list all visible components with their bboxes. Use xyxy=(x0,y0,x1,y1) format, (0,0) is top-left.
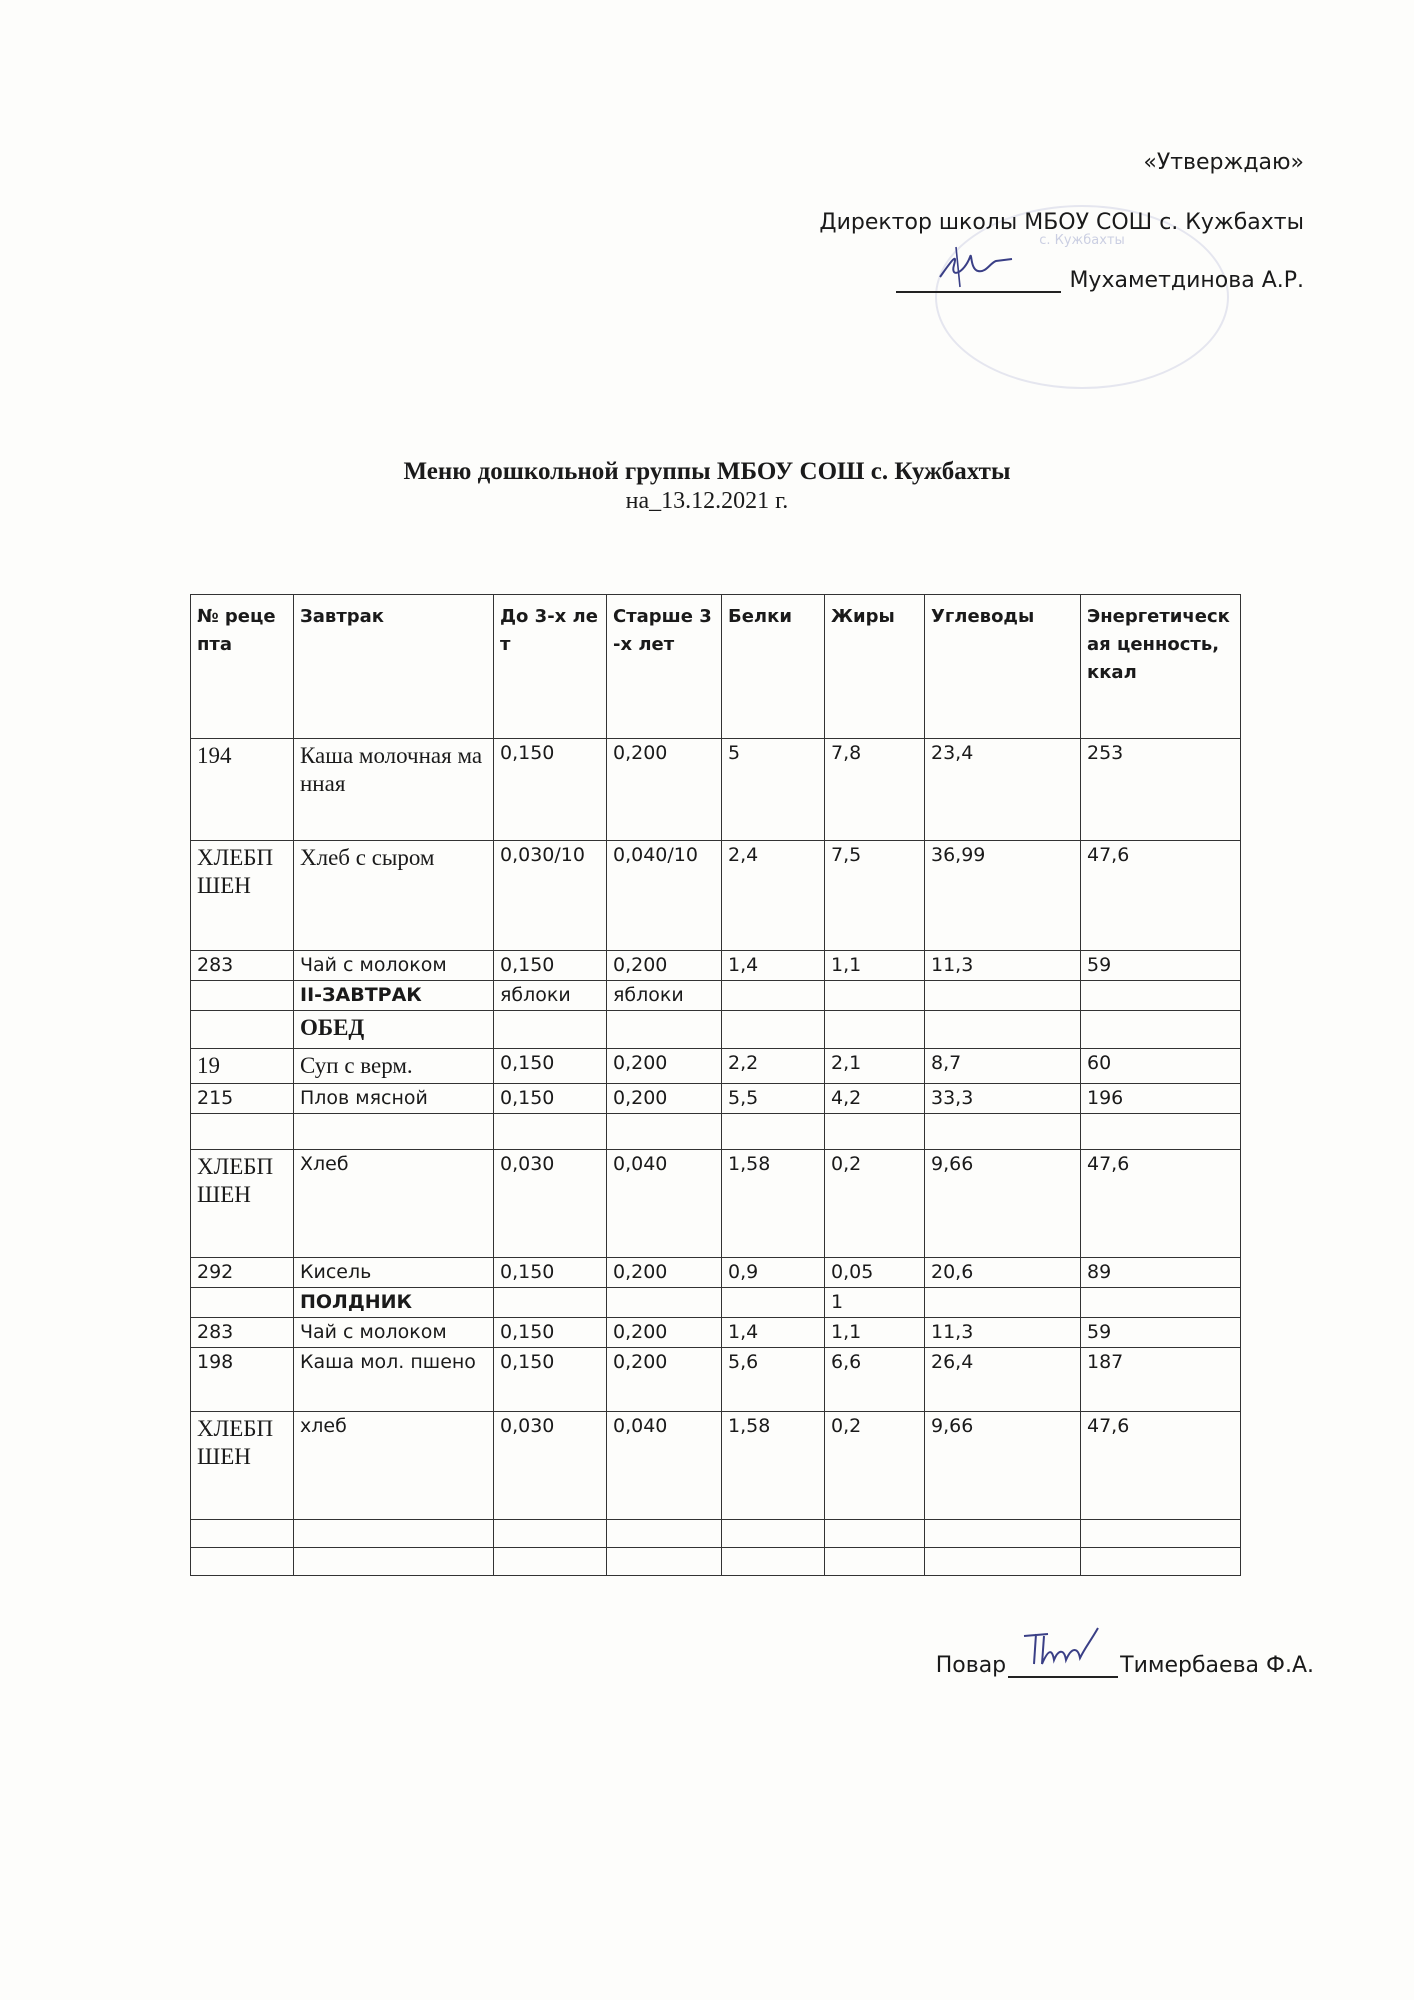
cell-recipe xyxy=(191,1114,294,1150)
table-row xyxy=(191,739,1241,841)
cell-under3: яблоки xyxy=(494,981,607,1011)
cell-protein: 2,2 xyxy=(722,1049,825,1084)
cell-over3: 0,040 xyxy=(607,1412,722,1520)
cell-carbs: 23,4 xyxy=(925,739,1081,841)
cell-energy: 253 xyxy=(1081,739,1241,841)
cell-dish: Чай с молоком xyxy=(294,951,494,981)
cell-over3: 0,200 xyxy=(607,1348,722,1412)
cell-over3: 0,040 xyxy=(607,1150,722,1258)
cell-under3 xyxy=(494,1548,607,1576)
cell-carbs: 33,3 xyxy=(925,1084,1081,1114)
approval-title: «Утверждаю» xyxy=(1143,150,1304,175)
cell-recipe xyxy=(191,1288,294,1318)
cell-over3: 0,040/10 xyxy=(607,841,722,951)
table-row xyxy=(191,1520,1241,1548)
cell-dish xyxy=(294,1114,494,1150)
cook-signature-line xyxy=(936,1653,1314,1678)
cell-protein xyxy=(722,1548,825,1576)
cell-recipe: ХЛЕБПШЕН xyxy=(191,841,294,951)
cell-dish: Хлеб xyxy=(294,1150,494,1258)
cell-fat xyxy=(825,1520,925,1548)
cell-carbs: 9,66 xyxy=(925,1412,1081,1520)
cell-energy: 59 xyxy=(1081,951,1241,981)
cell-fat: 1 xyxy=(825,1288,925,1318)
cell-recipe xyxy=(191,1520,294,1548)
approval-position: Директор школы МБОУ СОШ с. Кужбахты xyxy=(819,210,1304,235)
director-signature-field xyxy=(896,269,1061,293)
cell-recipe: 283 xyxy=(191,1318,294,1348)
table-row xyxy=(191,951,1241,981)
cell-energy xyxy=(1081,981,1241,1011)
cell-energy: 47,6 xyxy=(1081,1150,1241,1258)
cell-protein: 5,5 xyxy=(722,1084,825,1114)
section-second-breakfast: II-ЗАВТРАК xyxy=(294,981,494,1011)
cook-label: Повар xyxy=(935,1653,1007,1678)
cell-recipe xyxy=(191,981,294,1011)
cell-over3: 0,200 xyxy=(607,1258,722,1288)
cell-dish: Чай с молоком xyxy=(294,1318,494,1348)
cell-dish: Кисель xyxy=(294,1258,494,1288)
cell-under3: 0,150 xyxy=(494,1348,607,1412)
section-afternoon-snack: ПОЛДНИК xyxy=(294,1288,494,1318)
cell-fat: 2,1 xyxy=(825,1049,925,1084)
cell-carbs xyxy=(925,1011,1081,1049)
cell-energy: 187 xyxy=(1081,1348,1241,1412)
document-title-block xyxy=(0,458,1414,515)
cell-protein: 5 xyxy=(722,739,825,841)
header-fat: Жиры xyxy=(825,595,925,739)
cell-recipe: 292 xyxy=(191,1258,294,1288)
cell-protein: 1,4 xyxy=(722,951,825,981)
cell-protein: 1,58 xyxy=(722,1150,825,1258)
cell-under3: 0,150 xyxy=(494,951,607,981)
cell-recipe: 215 xyxy=(191,1084,294,1114)
director-name: Мухаметдинова А.Р. xyxy=(1069,268,1304,293)
table-row xyxy=(191,1288,1241,1318)
cell-under3: 0,150 xyxy=(494,739,607,841)
cell-dish: Каша мол. пшено xyxy=(294,1348,494,1412)
cell-fat: 1,1 xyxy=(825,951,925,981)
cell-carbs xyxy=(925,1520,1081,1548)
cell-fat xyxy=(825,981,925,1011)
cell-fat: 7,8 xyxy=(825,739,925,841)
cell-carbs xyxy=(925,1548,1081,1576)
approval-signature-line xyxy=(896,268,1304,293)
header-under3: До 3-х лет xyxy=(494,595,607,739)
header-protein: Белки xyxy=(722,595,825,739)
cell-fat: 6,6 xyxy=(825,1348,925,1412)
cell-fat: 7,5 xyxy=(825,841,925,951)
table-row xyxy=(191,841,1241,951)
cell-recipe: 283 xyxy=(191,951,294,981)
cell-protein: 0,9 xyxy=(722,1258,825,1288)
header-energy: Энергетическая ценность, ккал xyxy=(1081,595,1241,739)
cell-carbs: 9,66 xyxy=(925,1150,1081,1258)
cell-carbs xyxy=(925,981,1081,1011)
cell-under3 xyxy=(494,1520,607,1548)
cell-fat: 0,2 xyxy=(825,1412,925,1520)
stamp-text: с. Кужбахты xyxy=(1039,233,1125,248)
cell-under3: 0,150 xyxy=(494,1049,607,1084)
cell-over3 xyxy=(607,1548,722,1576)
cell-over3 xyxy=(607,1114,722,1150)
table-row xyxy=(191,1412,1241,1520)
cell-energy: 60 xyxy=(1081,1049,1241,1084)
cell-under3 xyxy=(494,1011,607,1049)
cell-recipe: ХЛЕБПШЕН xyxy=(191,1412,294,1520)
header-recipe: № рецепта xyxy=(191,595,294,739)
cell-under3: 0,150 xyxy=(494,1258,607,1288)
document-title: Меню дошкольной группы МБОУ СОШ с. Кужбахты xyxy=(403,458,1011,485)
cell-under3: 0,030 xyxy=(494,1412,607,1520)
cell-fat: 1,1 xyxy=(825,1318,925,1348)
table-row xyxy=(191,981,1241,1011)
cell-protein xyxy=(722,981,825,1011)
cell-carbs xyxy=(925,1114,1081,1150)
table-row xyxy=(191,1011,1241,1049)
cell-protein: 1,4 xyxy=(722,1318,825,1348)
cell-carbs: 20,6 xyxy=(925,1258,1081,1288)
cell-fat xyxy=(825,1011,925,1049)
header-meal: Завтрак xyxy=(294,595,494,739)
cell-energy xyxy=(1081,1011,1241,1049)
cell-dish: Плов мясной xyxy=(294,1084,494,1114)
cell-recipe: 194 xyxy=(191,739,294,841)
cell-energy xyxy=(1081,1520,1241,1548)
section-lunch: ОБЕД xyxy=(294,1011,494,1049)
cell-under3: 0,030 xyxy=(494,1150,607,1258)
cell-under3 xyxy=(494,1114,607,1150)
cell-protein xyxy=(722,1288,825,1318)
cell-protein xyxy=(722,1520,825,1548)
cook-name: Тимербаева Ф.А. xyxy=(1120,1653,1314,1678)
cell-protein xyxy=(722,1011,825,1049)
cell-energy xyxy=(1081,1548,1241,1576)
table-row xyxy=(191,1150,1241,1258)
header-over3: Старше 3-х лет xyxy=(607,595,722,739)
cell-over3: 0,200 xyxy=(607,1084,722,1114)
cell-dish: хлеб xyxy=(294,1412,494,1520)
cell-carbs: 26,4 xyxy=(925,1348,1081,1412)
cell-over3: 0,200 xyxy=(607,1049,722,1084)
cell-protein: 1,58 xyxy=(722,1412,825,1520)
cell-protein: 2,4 xyxy=(722,841,825,951)
cell-under3: 0,150 xyxy=(494,1084,607,1114)
director-signature-icon xyxy=(936,243,1016,289)
cook-signature-field xyxy=(1008,1654,1118,1678)
cell-over3 xyxy=(607,1288,722,1318)
cell-fat: 4,2 xyxy=(825,1084,925,1114)
cell-fat xyxy=(825,1114,925,1150)
table-row xyxy=(191,1049,1241,1084)
cell-under3: 0,030/10 xyxy=(494,841,607,951)
table-row xyxy=(191,1114,1241,1150)
table-row xyxy=(191,1084,1241,1114)
table-row xyxy=(191,1318,1241,1348)
cell-over3: яблоки xyxy=(607,981,722,1011)
cell-over3 xyxy=(607,1520,722,1548)
cell-energy xyxy=(1081,1288,1241,1318)
cell-dish: Хлеб с сыром xyxy=(294,841,494,951)
document-date: на_13.12.2021 г. xyxy=(625,488,789,514)
header-carbs: Углеводы xyxy=(925,595,1081,739)
cell-recipe: 19 xyxy=(191,1049,294,1084)
cell-energy: 89 xyxy=(1081,1258,1241,1288)
cell-dish xyxy=(294,1520,494,1548)
cell-carbs: 36,99 xyxy=(925,841,1081,951)
cell-recipe: 198 xyxy=(191,1348,294,1412)
cell-carbs: 11,3 xyxy=(925,951,1081,981)
cell-under3 xyxy=(494,1288,607,1318)
cell-protein: 5,6 xyxy=(722,1348,825,1412)
cell-protein xyxy=(722,1114,825,1150)
cell-carbs xyxy=(925,1288,1081,1318)
cell-energy: 47,6 xyxy=(1081,1412,1241,1520)
cell-dish: Каша молочная манная xyxy=(294,739,494,841)
cell-recipe xyxy=(191,1011,294,1049)
cell-carbs: 11,3 xyxy=(925,1318,1081,1348)
cell-fat xyxy=(825,1548,925,1576)
cell-carbs: 8,7 xyxy=(925,1049,1081,1084)
cell-recipe xyxy=(191,1548,294,1576)
cell-fat: 0,05 xyxy=(825,1258,925,1288)
cell-energy xyxy=(1081,1114,1241,1150)
cook-signature-icon xyxy=(1018,1624,1118,1674)
cell-energy: 47,6 xyxy=(1081,841,1241,951)
table-row xyxy=(191,1548,1241,1576)
cell-over3: 0,200 xyxy=(607,951,722,981)
cell-energy: 196 xyxy=(1081,1084,1241,1114)
cell-fat: 0,2 xyxy=(825,1150,925,1258)
table-header-row xyxy=(191,595,1241,739)
cell-over3 xyxy=(607,1011,722,1049)
cell-over3: 0,200 xyxy=(607,1318,722,1348)
table-row xyxy=(191,1258,1241,1288)
cell-dish xyxy=(294,1548,494,1576)
cell-over3: 0,200 xyxy=(607,739,722,841)
table-row xyxy=(191,1348,1241,1412)
cell-energy: 59 xyxy=(1081,1318,1241,1348)
cell-under3: 0,150 xyxy=(494,1318,607,1348)
cell-recipe: ХЛЕБПШЕН xyxy=(191,1150,294,1258)
menu-table xyxy=(190,594,1241,1576)
cell-dish: Суп с верм. xyxy=(294,1049,494,1084)
